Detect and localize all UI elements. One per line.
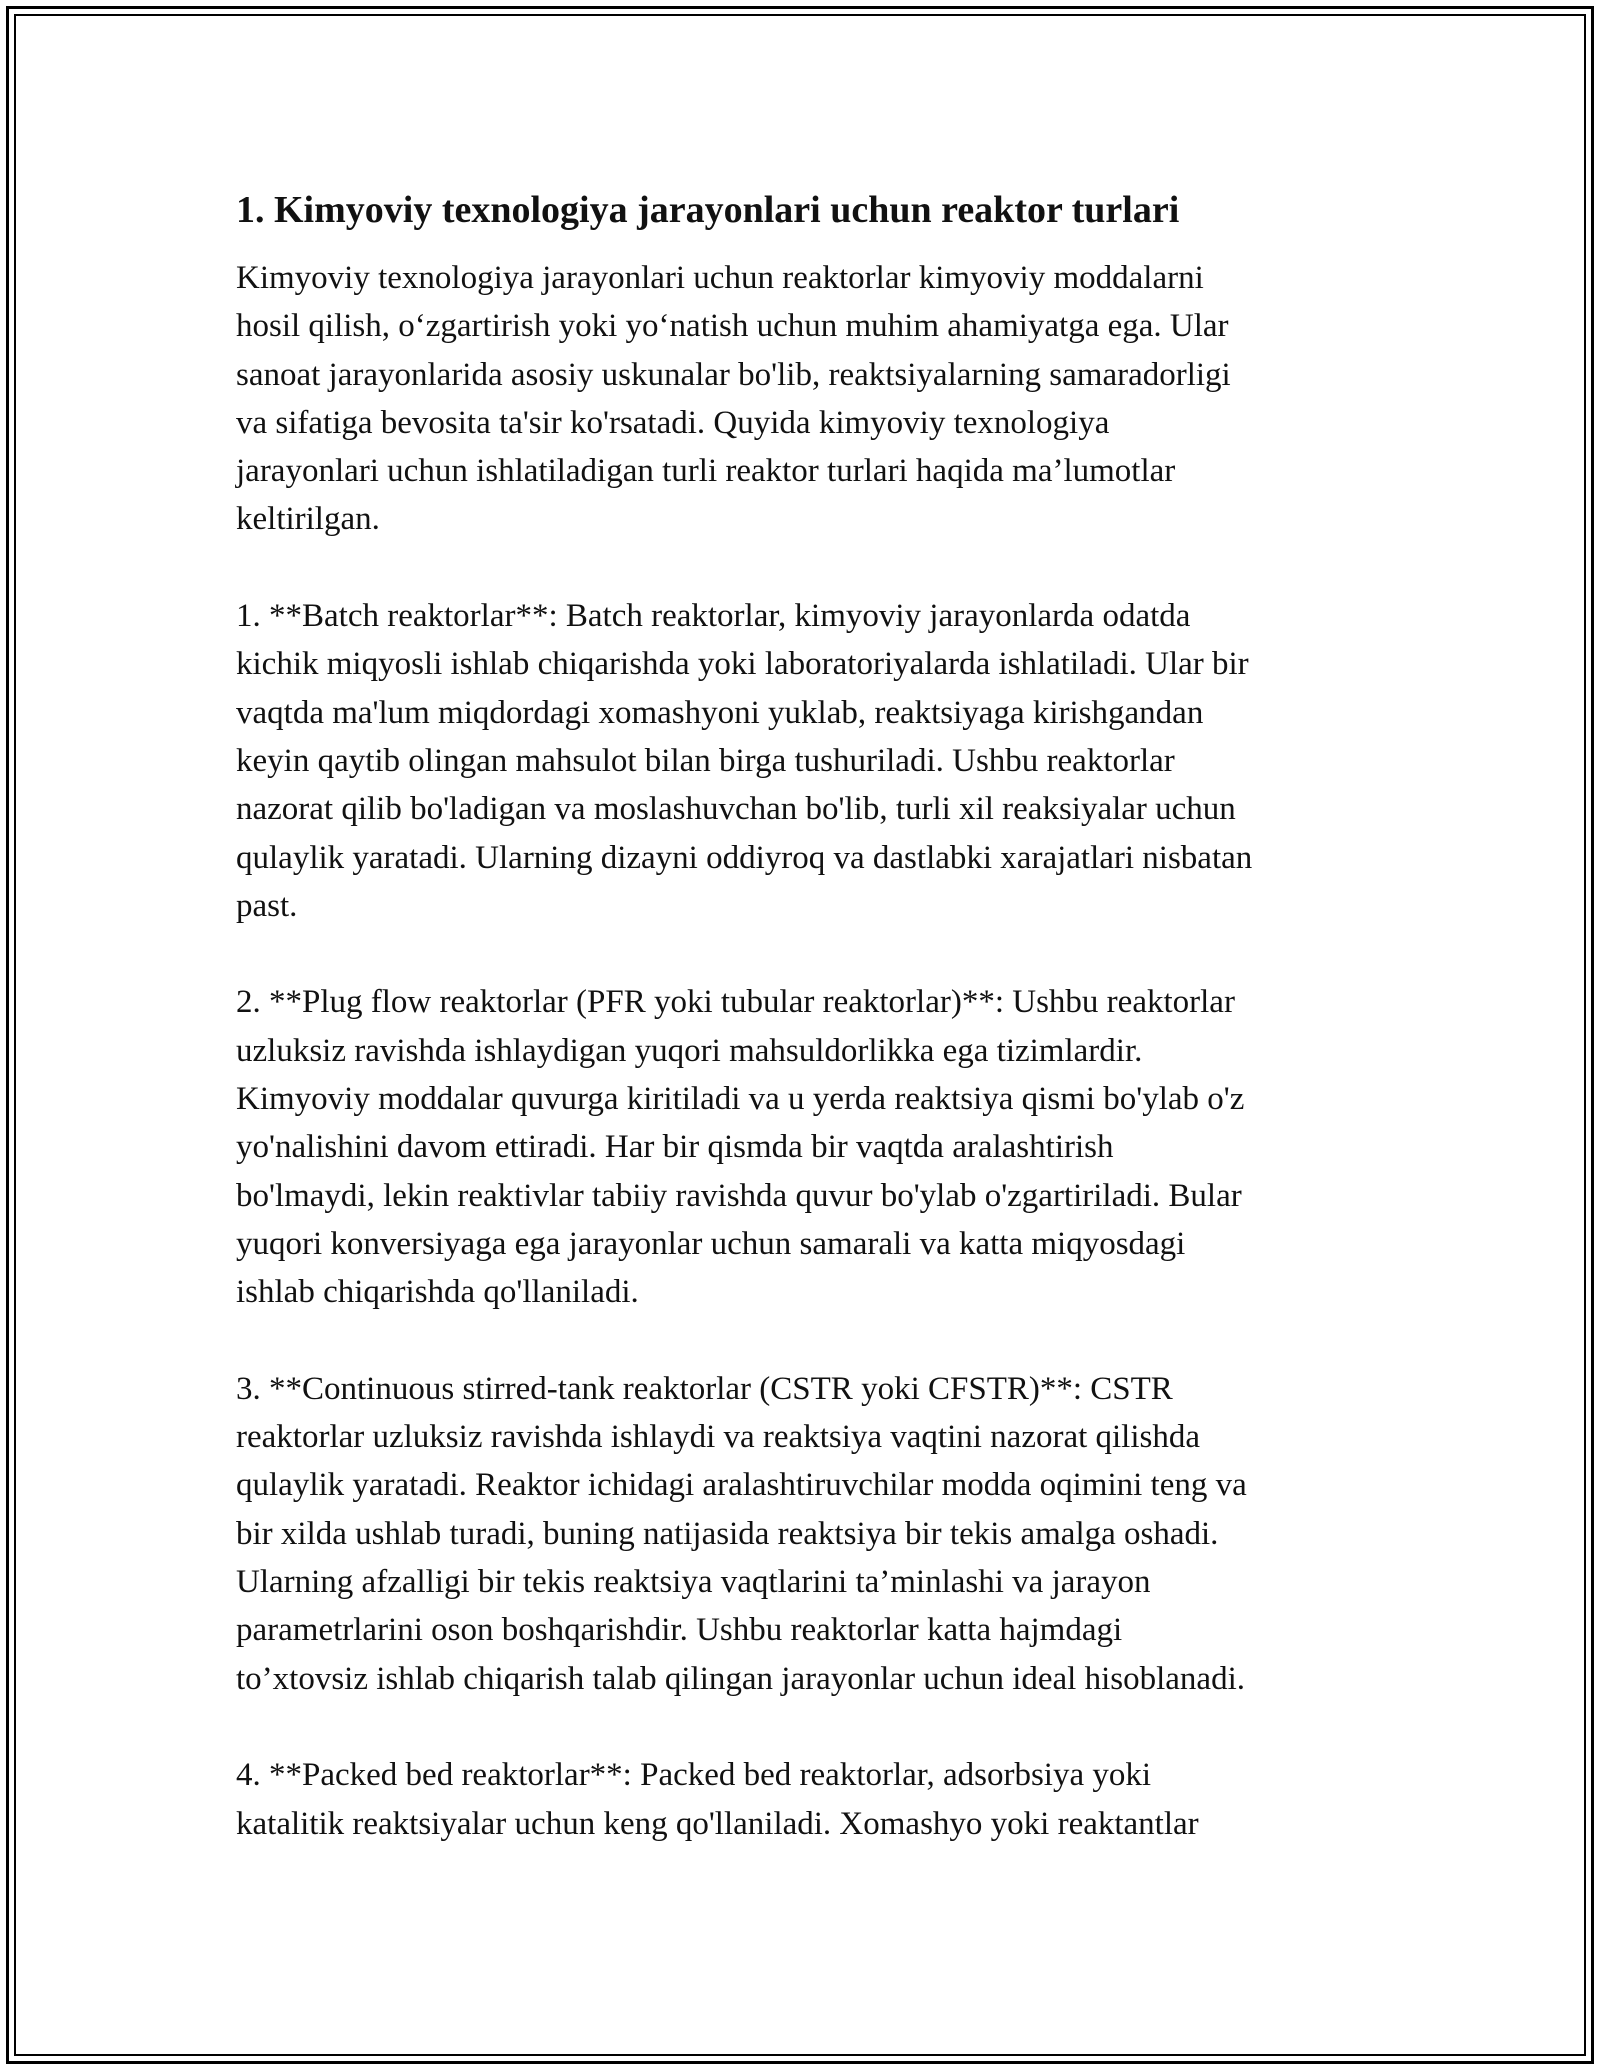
text-line: 4. **Packed bed reaktorlar**: Packed bed reaktorlar, adsorbsiya yoki [236,1757,1152,1794]
text-line: bo'lmaydi, lekin reaktivlar tabiiy ravishda quvur bo'ylab o'zgartiriladi. Bular [236,1177,1242,1214]
text-line: parametrlarini oson boshqarishdir. Ushbu reaktorlar katta hajmdagi [236,1612,1123,1649]
text-line: hosil qilish, o‘zgartirish yoki yo‘natish uchun muhim ahamiyatga ega. Ular [236,308,1229,345]
text-line: Kimyoviy texnologiya jarayonlari uchun reaktorlar kimyoviy moddalarni [236,260,1204,296]
batch-reactor-paragraph [236,592,1386,930]
text-line: yuqori konversiyaga ega jarayonlar uchun samarali va katta miqyosdagi [236,1225,1186,1262]
text-line: 1. **Batch reaktorlar**: Batch reaktorlar, kimyoviy jarayonlarda odatda [236,598,1191,635]
text-line: vaqtda ma'lum miqdordagi xomashyoni yuklab, reaktsiyaga kirishgandan [236,694,1204,731]
text-line: kichik miqyosli ishlab chiqarishda yoki laboratoriyalarda ishlatiladi. Ular bir [236,646,1249,683]
text-line: nazorat qilib bo'ladigan va moslashuvchan bo'lib, turli xil reaksiyalar uchun [236,791,1236,828]
text-line: to’xtovsiz ishlab chiqarish talab qilingan jarayonlar uchun ideal hisoblanadi. [236,1660,1245,1697]
cstr-reactor-paragraph [236,1365,1386,1703]
text-line: ishlab chiqarishda qo'llaniladi. [236,1274,639,1311]
document-title: 1. Kimyoviy texnologiya jarayonlari uchun reaktor turlari [236,189,1180,231]
text-line: katalitik reaktsiyalar uchun keng qo'llaniladi. Xomashyo yoki reaktantlar [236,1805,1199,1842]
text-line: Ularning afzalligi bir tekis reaktsiya vaqtlarini ta’minlashi va jarayon [236,1564,1151,1601]
text-line: past. [236,887,298,924]
text-line: yo'nalishini davom ettiradi. Har bir qismda bir vaqtda aralashtirish [236,1129,1114,1166]
text-line: qulaylik yaratadi. Ularning dizayni oddiyroq va dastlabki xarajatlari nisbatan [236,839,1253,876]
text-line: Kimyoviy moddalar quvurga kiritiladi va u yerda reaktsiya qismi bo'ylab o'z [236,1081,1245,1118]
packed-bed-reactor-paragraph [236,1751,1386,1848]
text-line: qulaylik yaratadi. Reaktor ichidagi aralashtiruvchilar modda oqimini teng va [236,1467,1247,1504]
text-line: keltirilgan. [236,501,380,538]
plug-flow-reactor-paragraph [236,978,1386,1316]
text-line: 2. **Plug flow reaktorlar (PFR yoki tubular reaktorlar)**: Ushbu reaktorlar [236,984,1235,1021]
text-line: bir xilda ushlab turadi, buning natijasida reaktsiya bir tekis amalga oshadi. [236,1515,1219,1552]
text-line: keyin qaytib olingan mahsulot bilan birga tushuriladi. Ushbu reaktorlar [236,742,1175,779]
text-line: uzluksiz ravishda ishlaydigan yuqori mahsuldorlikka ega tizimlardir. [236,1032,1143,1069]
text-line: reaktorlar uzluksiz ravishda ishlaydi va reaktsiya vaqtini nazorat qilishda [236,1419,1201,1456]
intro-paragraph [236,254,1386,544]
text-line: va sifatiga bevosita ta'sir ko'rsatadi. Quyida kimyoviy texnologiya [236,404,1110,441]
text-line: jarayonlari uchun ishlatiladigan turli reaktor turlari haqida ma’lumotlar [236,453,1176,490]
text-line: sanoat jarayonlarida asosiy uskunalar bo'lib, reaktsiyalarning samaradorligi [236,356,1231,393]
document-body [236,186,1386,1848]
text-line: 3. **Continuous stirred-tank reaktorlar (CSTR yoki CFSTR)**: CSTR [236,1370,1173,1407]
